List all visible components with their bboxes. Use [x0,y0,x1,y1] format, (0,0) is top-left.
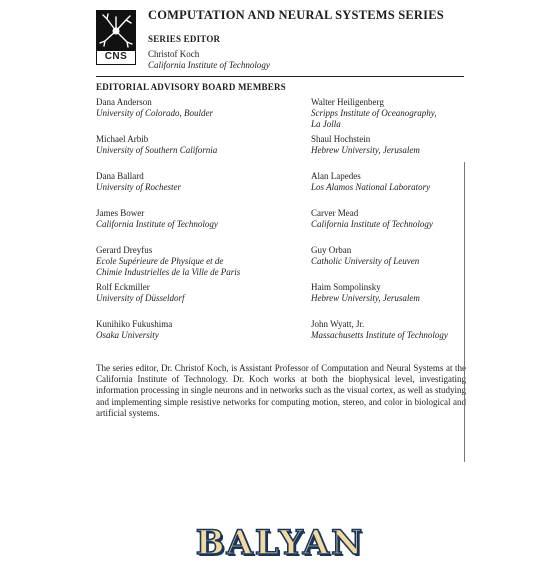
board-member [311,134,448,171]
board-column-right [311,97,448,356]
member-affiliation: California Institute of Technology [311,219,433,229]
series-title: COMPUTATION AND NEURAL SYSTEMS SERIES [148,8,444,22]
logo-text: CNS [96,50,136,65]
board-member [96,134,240,171]
board-member [96,245,240,282]
board-member [96,208,240,245]
cns-logo [96,10,136,65]
series-editor-heading: SERIES EDITOR [148,34,221,44]
editor-bio-paragraph: The series editor, Dr. Christof Koch, is Assistant Professor of Computation and Neural Systems at the California Institute of Technology. Dr. Koch works at both the biophysical level, investigating information processing in single neurons and in networks such as the visual cortex, as well as studying and implementing simple resistive networks for computing motion, stereo, and color in biological and artificial systems. [96,363,466,418]
member-affiliation: University of Colorado, Boulder [96,108,213,118]
board-member [311,282,448,319]
watermark-logo: BALYAN [195,523,365,563]
board-member [311,171,448,208]
board-member [96,171,240,208]
member-affiliation: University of Southern California [96,145,218,155]
member-affiliation: California Institute of Technology [96,219,218,229]
member-name: Alan Lapedes [311,171,361,181]
member-name: Dana Anderson [96,97,152,107]
board-member [96,97,240,134]
member-name: Gerard Dreyfus [96,245,153,255]
member-name: Guy Orban [311,245,352,255]
divider-rule [96,76,464,77]
member-affiliation: University of Düsseldorf [96,293,185,303]
member-affiliation-line-2: La Jolla [311,119,341,129]
scan-margin-line [464,162,465,462]
member-affiliation: Catholic University of Leuven [311,256,420,266]
member-name: Haim Sompolinsky [311,282,381,292]
member-affiliation: Los Alamos National Laboratory [311,182,431,192]
member-name: Walter Heiligenberg [311,97,384,107]
board-member [311,208,448,245]
member-affiliation-line-2: Chimie Industrielles de la Ville de Paris [96,267,241,277]
member-name: James Bower [96,208,145,218]
editor-name: Christof Koch [148,49,200,59]
member-affiliation: Osaka University [96,330,159,340]
member-affiliation: University of Rochester [96,182,181,192]
member-affiliation: Ecole Supérieure de Physique et de [96,256,224,266]
neuron-logo-icon [96,10,136,50]
board-member [311,245,448,282]
board-column-left [96,97,240,356]
member-affiliation: Massachusetts Institute of Technology [311,330,448,340]
member-affiliation: Scripps Institute of Oceanography, [311,108,437,118]
board-member [96,319,240,356]
member-name: John Wyatt, Jr. [311,319,365,329]
member-name: Michael Arbib [96,134,149,144]
member-name: Carver Mead [311,208,359,218]
member-name: Rolf Eckmiller [96,282,150,292]
editor-affiliation: California Institute of Technology [148,60,270,70]
board-member [311,319,448,356]
member-affiliation: Hebrew University, Jerusalem [311,293,420,303]
member-affiliation: Hebrew University, Jerusalem [311,145,420,155]
member-name: Kunihiko Fukushima [96,319,173,329]
member-name: Dana Ballard [96,171,144,181]
board-member [96,282,240,319]
board-heading: EDITORIAL ADVISORY BOARD MEMBERS [96,82,286,92]
board-member [311,97,448,134]
member-name: Shaul Hochstein [311,134,371,144]
